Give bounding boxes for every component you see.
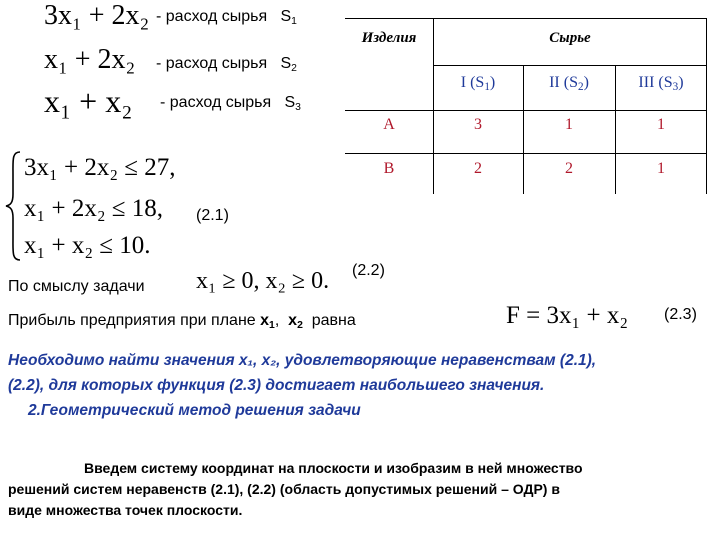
constraints-expr: x₁ ≥ 0, x₂ ≥ 0. [196,268,330,294]
table-row-product-b: B [383,160,395,177]
intro-line-3: виде множества точек плоскости. [8,502,243,518]
profit-ref: (2.3) [664,306,697,323]
task-text-line-1: Необходимо найти значения x₁, x₂, удовлетворяющие неравенствам (2.1), [8,352,597,369]
table-row-divider [345,153,707,154]
intro-line-1: Введем систему координат на плоскости и изобразим в ней множество [84,460,583,476]
table-border-top [345,18,707,19]
table-row-product-a: A [383,116,395,133]
table-cell-a-2: 1 [565,116,573,133]
table-cell-b-1: 2 [474,160,482,177]
resource-expr-2: x₁ + 2x₂ [44,44,136,75]
resource-table [345,18,707,194]
table-cell-a-3: 1 [657,116,665,133]
profit-formula: F = 3x₁ + x₂ [506,302,629,329]
resource-label-3: - расход сырья $S_3$ [160,94,301,114]
intro-line-2: решений систем неравенств (2.1), (2.2) (область допустимых решений – ОДР) в [8,481,560,497]
table-cell-b-2: 2 [565,160,573,177]
system-line-1: 3x₁ + 2x₂ ≤ 27, [24,154,176,181]
system-ref: (2.1) [196,207,229,224]
table-header-products: Изделия [361,30,417,46]
resource-label-2: - расход сырья $S_2$ [156,55,297,75]
constraints-ref: (2.2) [352,262,385,279]
table-col-header-2: II $(S_2)$ [549,74,589,93]
constraints-lead: По смыслу задачи [8,278,145,295]
system-brace-icon [4,150,24,262]
table-cell-b-3: 1 [657,160,665,177]
table-cell-a-1: 3 [474,116,482,133]
method-heading: 2.Геометрический метод решения задачи [28,402,361,419]
system-line-3: x₁ + x₂ ≤ 10. [24,232,151,259]
table-header-bottom [345,110,707,111]
task-text-line-2: (2.2), для которых функция (2.3) достигает наибольшего значения. [8,377,545,394]
table-header-resources: Сырье [549,30,591,46]
table-header-divider [433,65,707,66]
resource-expr-3: x₁ + x₂ [44,83,133,119]
table-col-header-3: III $(S_3)$ [638,74,684,93]
resource-expr-1: 3x₁ + 2x₂ [44,0,150,31]
profit-lead: Прибыль предприятия при плане $x_1$, $x_2$ равна [8,312,356,332]
system-line-2: x₁ + 2x₂ ≤ 18, [24,195,164,222]
resource-label-1: - расход сырья $S_1$ [156,8,297,28]
table-col-header-1: I $(S_1)$ [460,74,496,93]
